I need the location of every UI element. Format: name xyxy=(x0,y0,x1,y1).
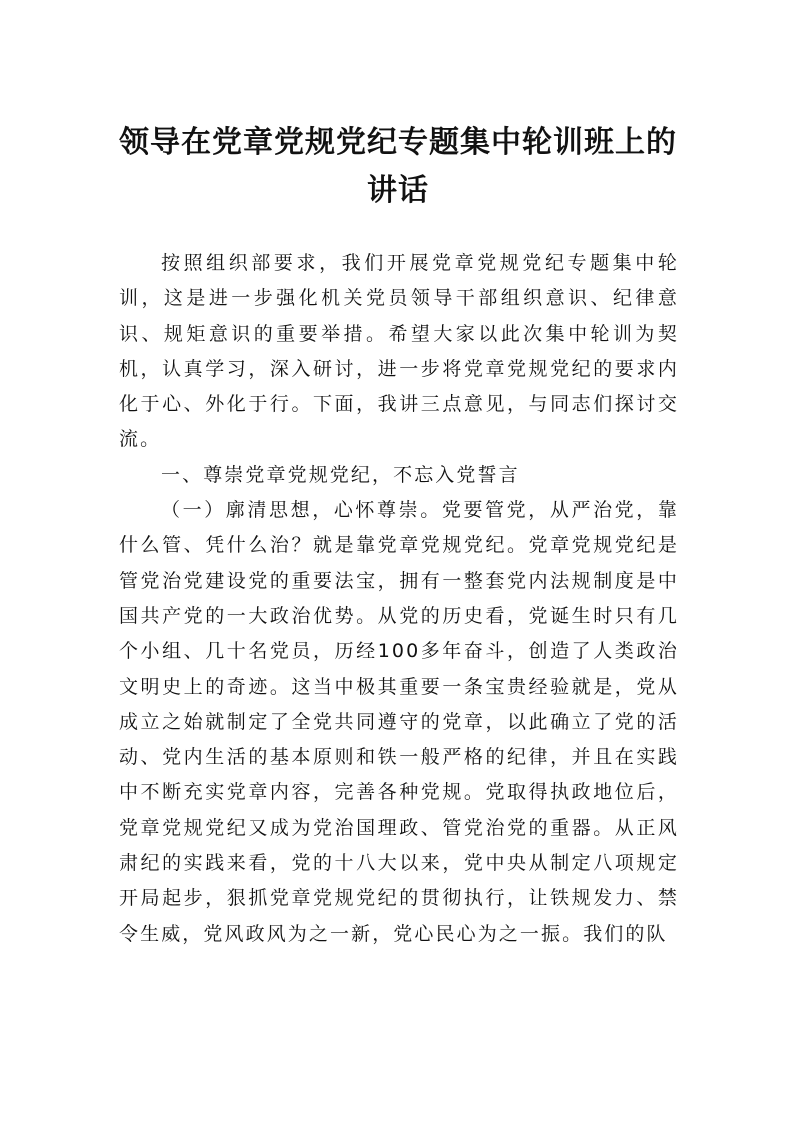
intro-paragraph: 按照组织部要求，我们开展党章党规党纪专题集中轮训，这是进一步强化机关党员领导干部组织意识、纪律意识、规矩意识的重要举措。希望大家以此次集中轮训为契机，认真学习，深入研讨，进一步将党章党规党纪的要求内化于心、外化于行。下面，我讲三点意见，与同志们探讨交流。 xyxy=(119,252,679,451)
document-title-line-1: 领导在党章党规党纪专题集中轮训班上的 xyxy=(119,125,677,160)
document-body xyxy=(119,246,679,952)
body-paragraph: （一）廓清思想，心怀尊崇。党要管党，从严治党，靠什么管、凭什么治？就是靠党章党规党纪。党章党规党纪是管党治党建设党的重要法宝，拥有一整套党内法规制度是中国共产党的一大政治优势。从党的历史看，党诞生时只有几个小组、几十名党员，历经100多年奋斗，创造了人类政治文明史上的奇迹。这当中极其重要一条宝贵经验就是，党从成立之始就制定了全党共同遵守的党章，以此确立了党的活动、党内生活的基本原则和铁一般严格的纪律，并且在实践中不断充实党章内容，完善各种党规。党取得执政地位后，党章党规党纪又成为党治国理政、管党治党的重器。从正风肃纪的实践来看，党的十八大以来，党中央从制定八项规定开局起步，狠抓党章党规党纪的贯彻执行，让铁规发力、禁令生威，党风政风为之一新，党心民心为之一振。我们的队 xyxy=(119,499,679,945)
section-heading: 一、尊崇党章党规党纪，不忘入党誓言 xyxy=(161,463,520,486)
document-title-line-2: 讲话 xyxy=(367,173,429,208)
